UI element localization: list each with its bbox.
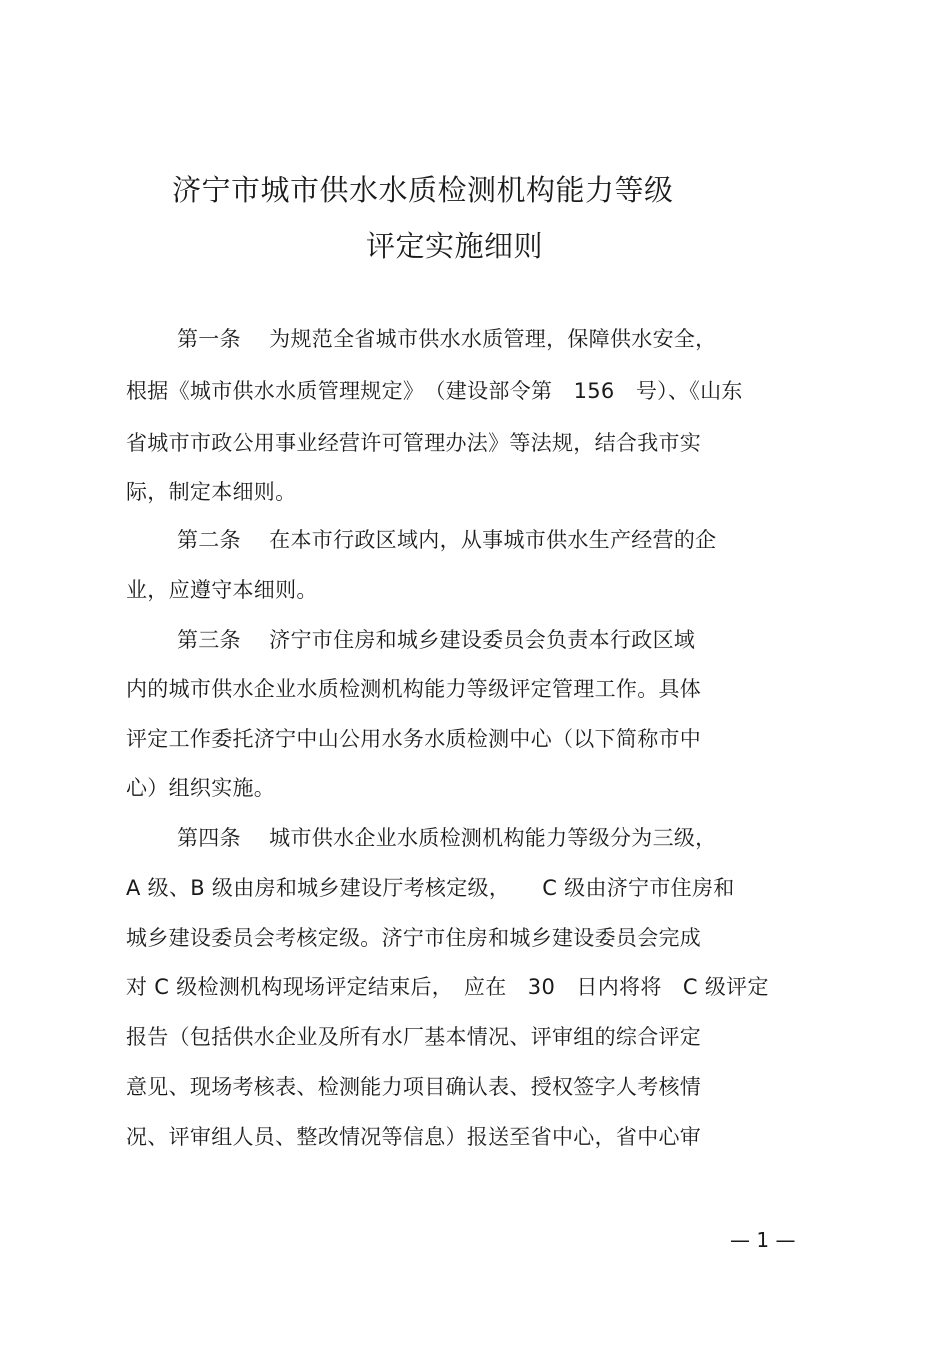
body-line: 第四条 城市供水企业水质检测机构能力等级分为三级， bbox=[177, 826, 717, 850]
body-line: 根据《城市供水水质管理规定》 （建设部令第 156 号）、《山东 bbox=[126, 379, 743, 403]
document-title-line-1: 济宁市城市供水水质检测机构能力等级 bbox=[172, 173, 674, 207]
body-line: 第三条 济宁市住房和城乡建设委员会负责本行政区域 bbox=[177, 628, 696, 652]
page-number: — 1 — bbox=[730, 1228, 796, 1252]
body-line: 第二条 在本市行政区域内，从事城市供水生产经营的企 bbox=[177, 528, 717, 552]
body-line: 第一条 为规范全省城市供水水质管理，保障供水安全， bbox=[177, 327, 717, 351]
body-line: 评定工作委托济宁中山公用水务水质检测中心（以下简称市中 bbox=[126, 727, 702, 751]
body-line: 意见、现场考核表、检测能力项目确认表、授权签字人考核情 bbox=[126, 1075, 702, 1099]
document-title-line-2: 评定实施细则 bbox=[366, 229, 544, 263]
body-line: 心）组织实施。 bbox=[126, 776, 276, 800]
body-line: 对 C 级检测机构现场评定结束后， 应在 30 日内将将 C 级评定 bbox=[126, 975, 769, 999]
body-line: 城乡建设委员会考核定级。济宁市住房和城乡建设委员会完成 bbox=[126, 926, 702, 950]
body-line: 内的城市供水企业水质检测机构能力等级评定管理工作。具体 bbox=[126, 677, 702, 701]
body-line: 报告（包括供水企业及所有水厂基本情况、评审组的综合评定 bbox=[126, 1025, 702, 1049]
body-line: 况、评审组人员、整改情况等信息）报送至省中心，省中心审 bbox=[126, 1125, 702, 1149]
body-line: 业，应遵守本细则。 bbox=[126, 578, 318, 602]
body-line: 省城市市政公用事业经营许可管理办法》等法规，结合我市实 bbox=[126, 431, 702, 455]
body-line: 际，制定本细则。 bbox=[126, 480, 297, 504]
body-line: A 级、B 级由房和城乡建设厅考核定级， C 级由济宁市住房和 bbox=[126, 876, 735, 900]
